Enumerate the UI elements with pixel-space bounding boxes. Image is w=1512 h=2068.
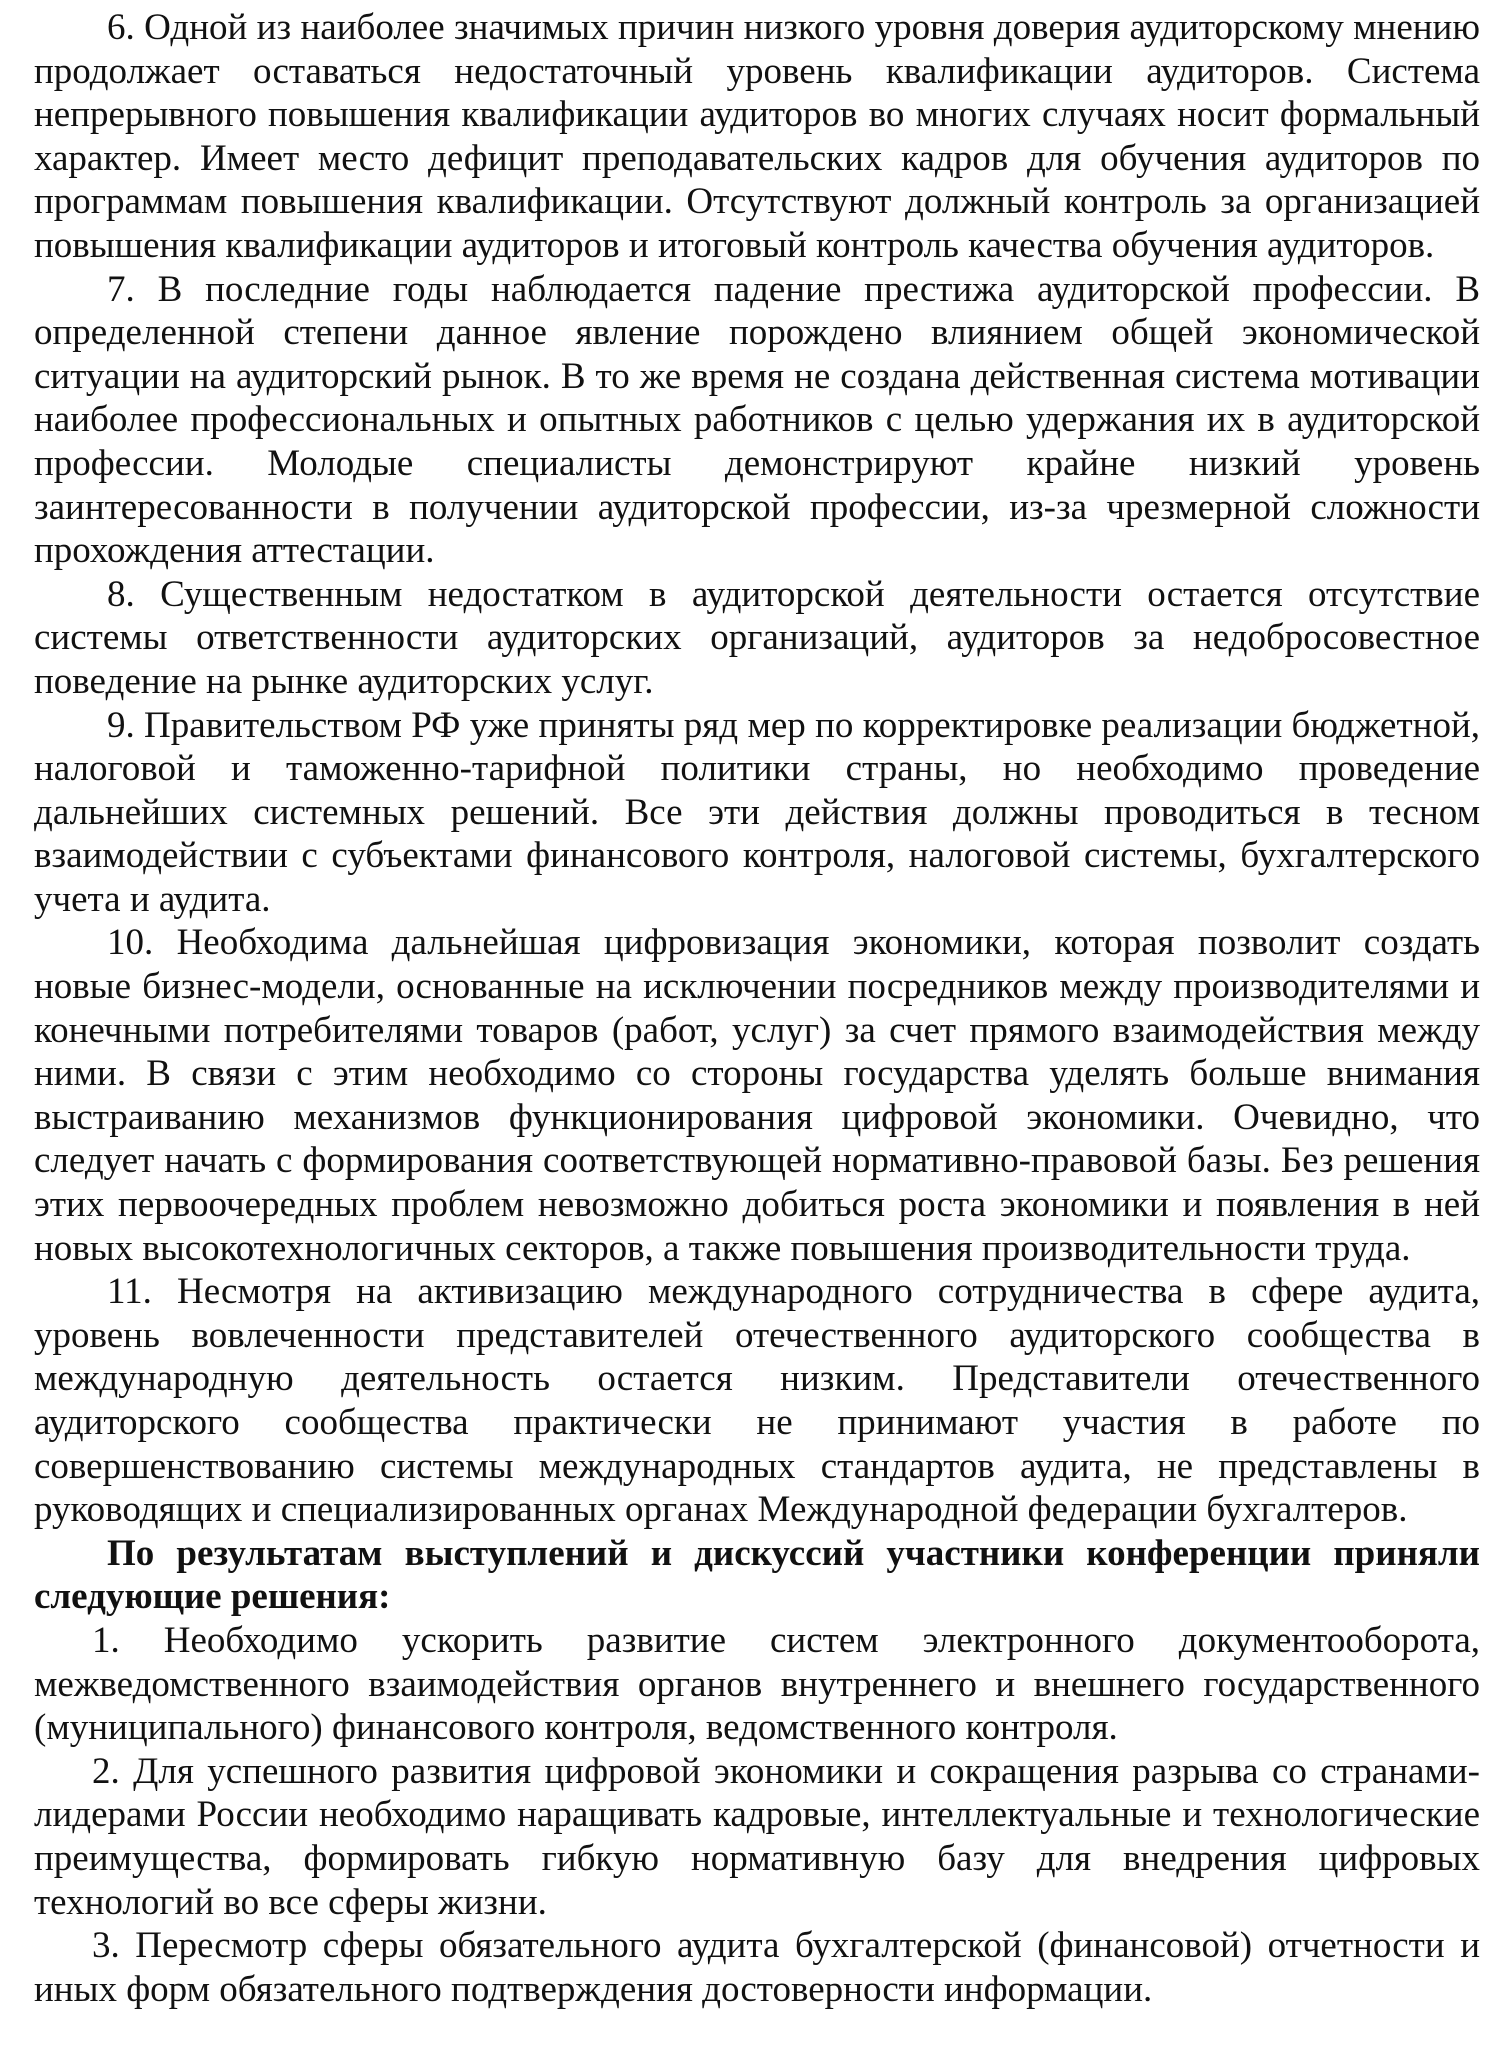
decisions-heading: По результатам выступлений и дискуссий участники конференции приняли следующие решения: [34, 1532, 1480, 1618]
paragraph-10: 10. Необходима дальнейшая цифровизация экономики, которая позволит создать новые бизнес-модели, основанные на исключении посредников между производителями и конечными потребителями товаров (работ, услуг) за счет прямого взаимодействия между ними. В связи с этим необходимо со стороны государства уделять больше внимания выстраиванию механизмов функционирования цифровой экономики. Очевидно, что следует начать с формирования соответствующей нормативно-правовой базы. Без решения этих первоочередных проблем невозможно добиться роста экономики и появления в ней новых высокотехнологичных секторов, а также повышения производительности труда. [34, 922, 1480, 1269]
decision-1: 1. Необходимо ускорить развитие систем электронного документооборота, межведомственного взаимодействия органов внутреннего и внешнего государственного (муниципального) финансового контроля, ведомственного контроля. [34, 1619, 1480, 1749]
decision-2: 2. Для успешного развития цифровой экономики и сокращения разрыва со странами-лидерами России необходимо наращивать кадровые, интеллектуальные и технологические преимущества, формировать гибкую нормативную базу для внедрения цифровых технологий во все сферы жизни. [34, 1750, 1480, 1923]
paragraph-6: 6. Одной из наиболее значимых причин низкого уровня доверия аудиторскому мнению продолжает оставаться недостаточный уровень квалификации аудиторов. Система непрерывного повышения квалификации аудиторов во многих случаях носит формальный характер. Имеет место дефицит преподавательских кадров для обучения аудиторов по программам повышения квалификации. Отсутствуют должный контроль за организацией повышения квалификации аудиторов и итоговый контроль качества обучения аудиторов. [34, 7, 1480, 266]
paragraph-8: 8. Существенным недостатком в аудиторской деятельности остается отсутствие системы ответственности аудиторских организаций, аудиторов за недобросовестное поведение на рынке аудиторских услуг. [34, 573, 1480, 702]
paragraph-7: 7. В последние годы наблюдается падение престижа аудиторской профессии. В определенной степени данное явление порождено влиянием общей экономической ситуации на аудиторский рынок. В то же время не создана действенная система мотивации наиболее профессиональных и опытных работников с целью удержания их в аудиторской профессии. Молодые специалисты демонстрируют крайне низкий уровень заинтересованности в получении аудиторской профессии, из-за чрезмерной сложности прохождения аттестации. [34, 268, 1480, 572]
paragraph-11: 11. Несмотря на активизацию международного сотрудничества в сфере аудита, уровень вовлеченности представителей отечественного аудиторского сообщества в международную деятельность остается низким. Представители отечественного аудиторского сообщества практически не принимают участия в работе по совершенствованию системы международных стандартов аудита, не представлены в руководящих и специализированных органах Международной федерации бухгалтеров. [34, 1271, 1480, 1531]
paragraph-9: 9. Правительством РФ уже приняты ряд мер по корректировке реализации бюджетной, налоговой и таможенно-тарифной политики страны, но необходимо проведение дальнейших системных решений. Все эти действия должны проводиться в тесном взаимодействии с субъектами финансового контроля, налоговой системы, бухгалтерского учета и аудита. [34, 704, 1480, 920]
decision-3: 3. Пересмотр сферы обязательного аудита бухгалтерской (финансовой) отчетности и иных форм обязательного подтверждения достоверности информации. [34, 1925, 1480, 2010]
